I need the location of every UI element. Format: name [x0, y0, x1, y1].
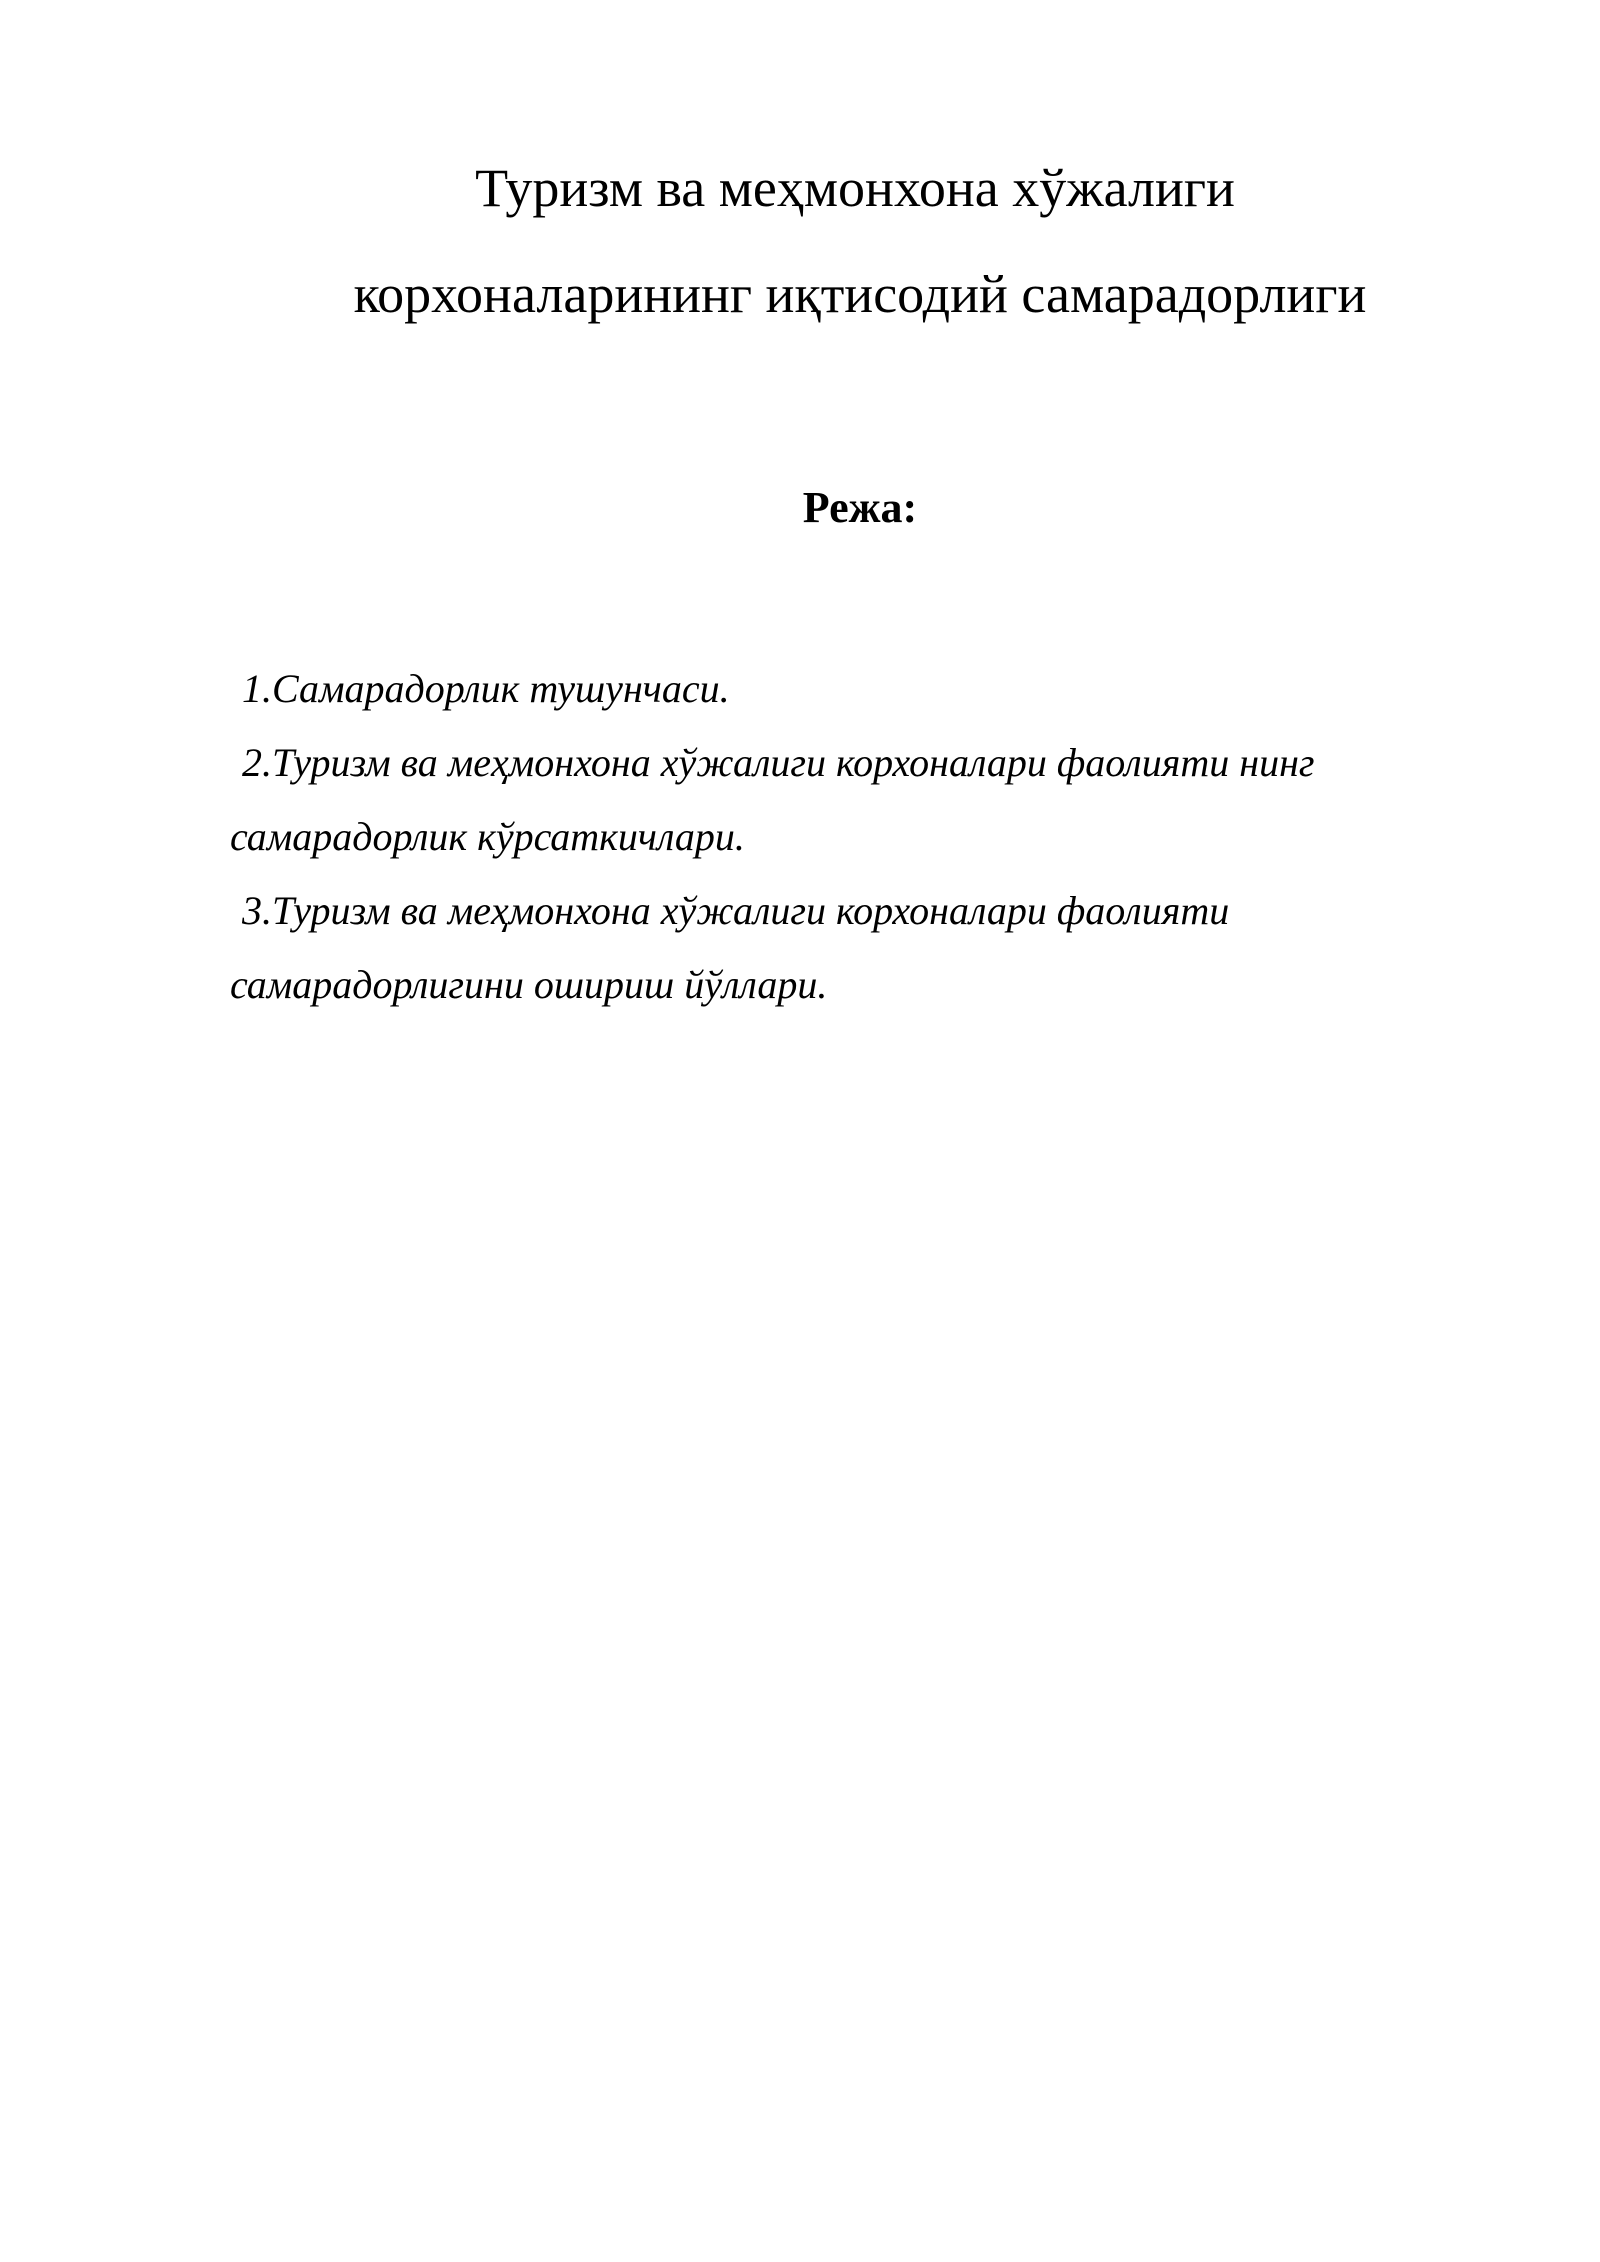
plan-item-1: 1.Самарадорлик тушунчаси.	[242, 666, 730, 711]
document-title-line-1: Туризм ва меҳмонхона хўжалиги	[475, 158, 1235, 218]
plan-item-2-continuation: самарадорлик кўрсаткичлари.	[230, 814, 745, 859]
plan-list	[230, 652, 1470, 1022]
plan-item-3: 3.Туризм ва меҳмонхона хўжалиги корхоналари фаолияти	[242, 888, 1230, 933]
document-title-line-2: корхоналарининг иқтисодий самарадорлиги	[353, 264, 1367, 324]
plan-item-3-continuation: самарадорлигини ошириш йўллари.	[230, 962, 828, 1007]
plan-heading: Режа:	[802, 483, 918, 532]
plan-item-2: 2.Туризм ва меҳмонхона хўжалиги корхоналари фаолияти нинг	[242, 740, 1315, 785]
